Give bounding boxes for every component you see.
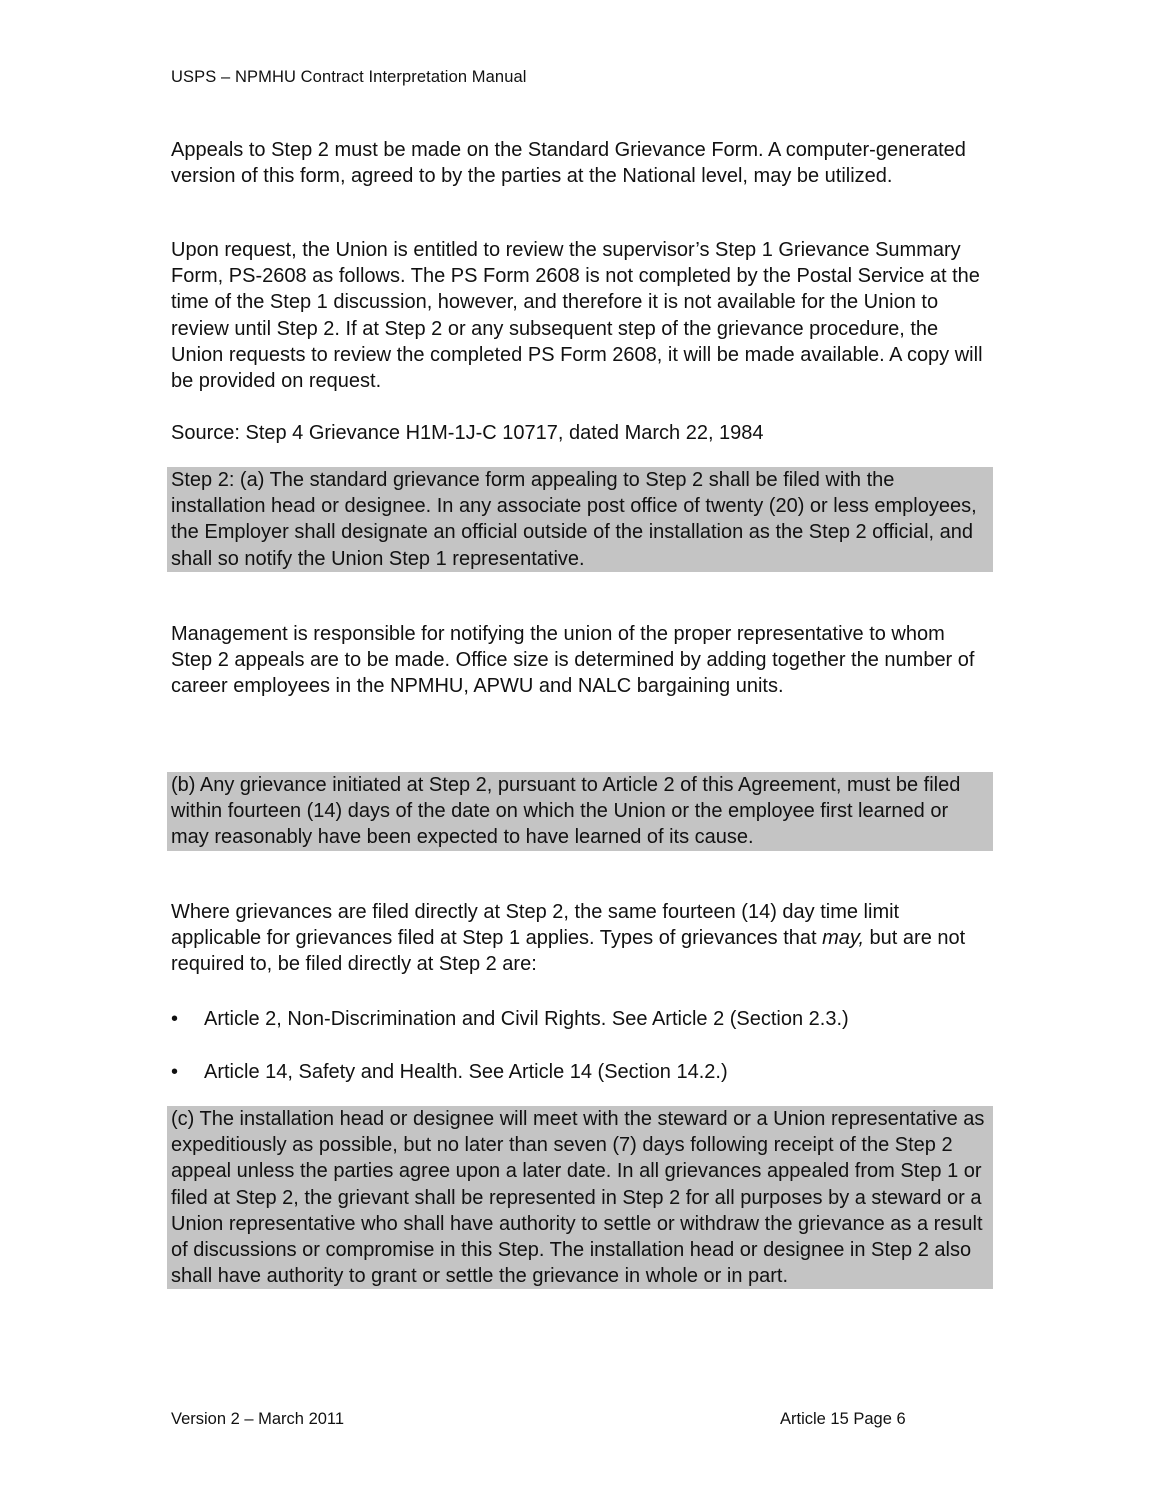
page-header-title: USPS – NPMHU Contract Interpretation Manual [171,68,527,86]
paragraph-appeals-form [167,137,993,189]
paragraph-text-part: but are not required to, be filed directly at Step 2 are: [171,927,966,976]
contract-text-step2-c [167,1106,993,1289]
paragraph-text: Management is responsible for notifying the union of the proper representative to whom Step 2 appeals are to be made. Office size is determined by adding together the number of career employees in the NPMHU, APWU and NALC bargaining units. [171,623,975,698]
bullet-text: Article 14, Safety and Health. See Article 14 (Section 14.2.) [204,1061,728,1083]
paragraph-text-part: Where grievances are filed directly at Step 2, the same fourteen (14) day time limit applicable for grievances filed at Step 1 applies. Types of grievances that [171,901,900,950]
paragraph-text: Appeals to Step 2 must be made on the Standard Grievance Form. A computer-generated version of this form, agreed to by the parties at the National level, may be utilized. [171,139,966,188]
bullet-icon: • [171,1061,179,1083]
source-citation: Source: Step 4 Grievance H1M-1J-C 10717, dated March 22, 1984 [171,422,764,444]
contract-text: (b) Any grievance initiated at Step 2, pursuant to Article 2 of this Agreement, must be filed within fourteen (14) days of the date on which the Union or the employee first learned or may reasonably have been expected to have learned of its cause. [171,774,961,849]
paragraph-text: Upon request, the Union is entitled to review the supervisor’s Step 1 Grievance Summary Form, PS-2608 as follows. The PS Form 2608 is not completed by the Postal Service at the time of the Step 1 discussion, however, and therefore it is not available for the Union to review until Step 2. If at Step 2 or any subsequent step of the grievance procedure, the Union requests to review the completed PS Form 2608, it will be made available. A copy will be provided on request. [171,239,983,393]
bullet-text: Article 2, Non-Discrimination and Civil Rights. See Article 2 (Section 2.3.) [204,1008,849,1030]
paragraph-source [167,420,993,446]
paragraph-ps2608-review [167,237,993,394]
contract-text: Step 2: (a) The standard grievance form appealing to Step 2 shall be filed with the installation head or designee. In any associate post office of twenty (20) or less employees, the Employer shall designate an official outside of the installation as the Step 2 official, and shall so notify the Union Step 1 representative. [171,469,977,570]
paragraph-management-responsible [167,621,993,700]
contract-text-step2-a [167,467,993,572]
paragraph-filed-directly [167,899,993,978]
contract-text: (c) The installation head or designee will meet with the steward or a Union representative as expeditiously as possible, but no later than seven (7) days following receipt of the Step 2 appeal unless the parties agree upon a later date. In all grievances appealed from Step 1 or filed at Step 2, the grievant shall be represented in Step 2 for all purposes by a steward or a Union representative who shall have authority to settle or withdraw the grievance as a result of discussions or compromise in this Step. The installation head or designee in Step 2 also shall have authority to grant or settle the grievance in whole or in part. [171,1108,985,1288]
contract-text-step2-b [167,772,993,851]
bullet-icon: • [171,1008,179,1030]
paragraph-italic-word: may, [822,927,864,950]
footer-page-number: Article 15 Page 6 [780,1410,906,1428]
footer-version: Version 2 – March 2011 [171,1410,345,1428]
paragraph-text [171,899,989,978]
